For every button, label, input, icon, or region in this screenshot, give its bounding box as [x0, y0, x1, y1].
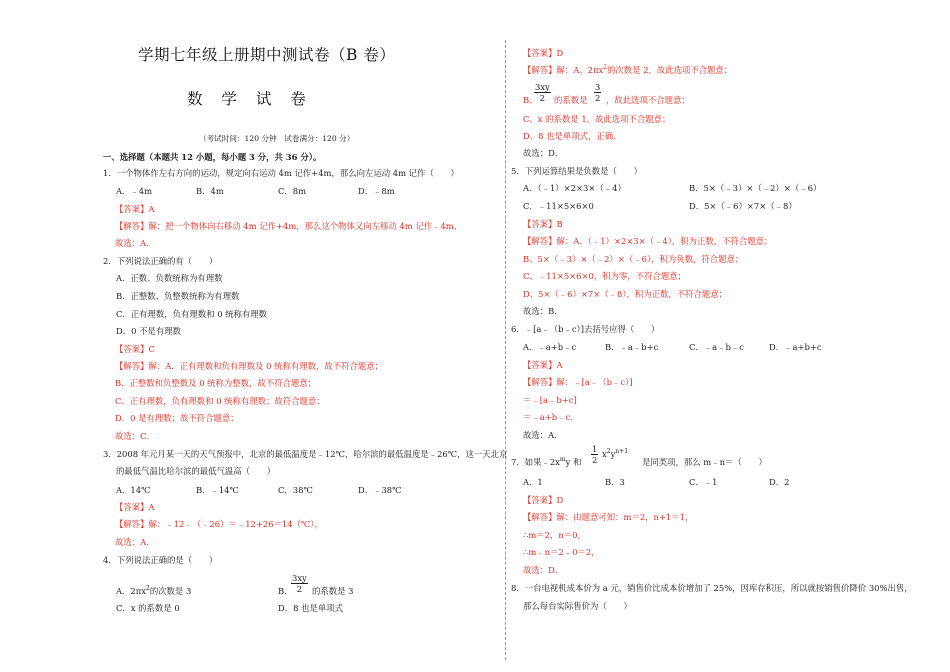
q1-answer: 【答案】A: [115, 204, 155, 214]
q7-conclusion: 故选：D．: [523, 565, 564, 575]
q7-option-b: B．3: [605, 477, 625, 487]
column-divider: [505, 40, 506, 660]
q2-explain-1: 【解答】解：A．正有理数和负有理数及 0 统称有理数，故不符合题意；: [115, 361, 383, 371]
q6-option-b: B．﹣a﹣b+c: [605, 342, 659, 352]
q4-option-b-label: B．: [278, 586, 293, 596]
q5-option-b: B．5×（﹣3）×（﹣2）×（﹣6）: [689, 183, 822, 193]
q5-stem: 5．下列运算结果是负数是（ ）: [511, 166, 642, 176]
q5-explain-1: 【解答】解：A、（﹣1）×2×3×（﹣4），积为正数，不符合题意；: [523, 236, 773, 246]
fraction-denominator: 2: [595, 93, 601, 103]
q2-conclusion: 故选：C．: [115, 431, 155, 441]
q4-explain-b-label: B、: [523, 95, 538, 105]
q5-explain-3: C、﹣11×5×6×0，积为零，不符合题意；: [523, 271, 686, 281]
q7-stem-mid: y 和: [565, 457, 582, 467]
q8-stem-1: 8．一台电视机成本价为 a 元，销售价比成本价增加了 25%，因库存积压，所以就按销售价降价 30%出售，: [511, 583, 913, 593]
q4-option-c: C．x 的系数是 0: [116, 603, 180, 613]
fraction-numerator: 3: [595, 82, 601, 92]
q6-option-a: A．﹣a+b﹣c: [523, 342, 577, 352]
q5-explain-2: B、5×（﹣3）×（﹣2）×（﹣6），积为负数，符合题意；: [523, 254, 744, 264]
q4-option-d: D．8 也是单项式: [278, 603, 343, 613]
q4-conclusion: 故选：D．: [523, 148, 564, 158]
q7-stem-post: 是同类项，那么 m﹣n＝（ ）: [642, 457, 767, 467]
q4-explain-a: [523, 65, 732, 76]
q7-explain-3: ∴m﹣n＝2﹣0＝2，: [523, 547, 600, 557]
q4-explain-b-fraction-2: [594, 82, 601, 103]
q4-explain-b-mid: 的系数是: [554, 95, 588, 105]
q7-explain-2: ∴m＝2，n＝0，: [523, 530, 586, 540]
q7-stem-term: [602, 449, 628, 460]
q5-option-c: C．﹣11×5×6×0: [523, 201, 594, 211]
q6-option-c: C．﹣a﹣b﹣c: [689, 342, 744, 352]
q2-option-b: B．正整数、负整数统称为有理数: [116, 291, 240, 301]
q3-option-b: B．﹣14℃: [196, 485, 239, 495]
q4-option-b-fraction: [291, 573, 308, 594]
q3-stem-2: 的最低气温比哈尔滨的最低气温高（ ）: [116, 466, 276, 476]
q7-x: x: [602, 449, 607, 459]
q4-option-a-post: 的次数是 3: [149, 586, 192, 596]
q4-stem: 4．下列说法正确的是（ ）: [103, 555, 218, 565]
q4-explain-a-exponent: 2: [603, 64, 608, 72]
q7-explain-1: 【解答】解：由题意可知：m＝2，n+1＝1，: [523, 512, 694, 522]
exam-title: 学期七年级上册期中测试卷（B 卷）: [138, 46, 396, 64]
q7-exponent-n1: n+1: [615, 448, 629, 456]
q3-stem-1: 3．2008 年元月某一天的天气预报中，北京的最低温度是﹣12℃，哈尔滨的最低温度是﹣26℃，这一天北京: [103, 449, 508, 459]
q2-option-d: D．0 不是有理数: [116, 326, 181, 336]
q3-option-d: D．﹣38℃: [358, 485, 402, 495]
q7-exponent-2: 2: [606, 448, 611, 456]
q3-option-a: A．14℃: [116, 485, 151, 495]
fraction-denominator: 2: [296, 584, 303, 594]
q2-explain-4: D．0 是有理数；故不符合题意；: [115, 413, 239, 423]
q1-stem: 1．一个物体作左右方向的运动，规定向右运动 4m 记作+4m，那么向左运动 4m 记作（ ）: [103, 168, 459, 178]
q2-option-a: A．正数、负数统称为有理数: [116, 273, 223, 283]
q3-explain: 【解答】解：﹣12﹣（﹣26）＝﹣12+26＝14（℃），: [115, 519, 323, 529]
q1-option-b: B．4m: [196, 186, 224, 196]
q2-stem: 2．下列说法正确的有（ ）: [103, 256, 218, 266]
section-heading: 一、选择题（本题共 12 小题，每小题 3 分，共 36 分）。: [103, 152, 322, 162]
q7-fraction: [591, 444, 598, 465]
q1-conclusion: 故选：A．: [115, 238, 155, 248]
q5-option-d: D．5×（﹣6）×7×（﹣8）: [689, 201, 797, 211]
q7-y: y: [610, 449, 616, 459]
q7-option-d: D．2: [769, 477, 790, 487]
q5-answer: 【答案】B: [523, 219, 563, 229]
q4-option-a-exponent: 2: [145, 585, 150, 593]
q3-option-c: C．38℃: [278, 485, 313, 495]
q7-option-c: C．﹣1: [689, 477, 718, 487]
q6-option-d: D．﹣a+b+c: [769, 342, 822, 352]
q1-option-c: C．8m: [278, 186, 307, 196]
q5-explain-4: D、5×（﹣6）×7×（﹣8），积为正数，不符合题意；: [523, 289, 728, 299]
q6-explain-1: 【解答】解：﹣[a﹣（b﹣c）]: [523, 377, 633, 387]
q1-option-a: A．﹣4m: [116, 186, 153, 196]
q2-answer: 【答案】C: [115, 344, 155, 354]
q2-option-c: C．正有理数，负有理数和 0 统称有理数: [116, 309, 268, 319]
q8-stem-2: 那么每台实际售价为（ ）: [523, 601, 632, 611]
fraction-numerator: 3xy: [535, 82, 550, 92]
q6-answer: 【答案】A: [523, 360, 563, 370]
q6-conclusion: 故选：A．: [523, 430, 563, 440]
q5-option-a: A．（﹣1）×2×3×（﹣4）: [523, 183, 626, 193]
q2-explain-3: C．正有理数，负有理数和 0 统称有理数；故符合题意；: [115, 396, 325, 406]
q6-explain-3: ＝﹣a+b﹣c．: [523, 412, 579, 422]
q3-answer: 【答案】A: [115, 502, 155, 512]
fraction-denominator: 2: [592, 455, 598, 465]
q2-explain-2: B．正整数和负整数及 0 统称为整数，故不符合题意；: [115, 378, 317, 388]
q7-stem-pre: [511, 457, 581, 468]
q1-option-d: D．﹣8m: [358, 186, 395, 196]
q6-explain-2: ＝﹣[a﹣b+c]: [523, 395, 577, 405]
fraction-denominator: 2: [539, 93, 546, 103]
q4-option-a: [116, 586, 191, 597]
q4-explain-b-fraction: [534, 82, 551, 103]
q6-stem: 6．﹣[a﹣（b﹣c）]去括号应得（ ）: [511, 324, 660, 334]
q4-explain-b-post: ，故此选项不合题意；: [606, 95, 690, 105]
q4-explain-c: C、x 的系数是 1，故此选项不合题意；: [523, 114, 671, 124]
q4-answer: 【答案】D: [523, 48, 564, 58]
q4-option-b-post: 的系数是 3: [312, 586, 354, 596]
q7-stem-start: 7．如果﹣2x: [511, 457, 560, 467]
q3-conclusion: 故选：A．: [115, 537, 155, 547]
q4-explain-d: D、8 也是单项式，正确．: [523, 131, 622, 141]
q4-option-a-pre: A．2πx: [116, 586, 146, 596]
exam-info: （考试时间：120 分钟 试卷满分：120 分）: [199, 134, 355, 143]
exam-subtitle: 数 学 试 卷: [187, 90, 313, 108]
q5-conclusion: 故选：B．: [523, 306, 563, 316]
fraction-numerator: 1: [592, 444, 598, 454]
q4-explain-a-pre: 【解答】解：A、2πx: [523, 65, 604, 75]
q4-explain-a-post: 的次数是 2，故此选项不合题意；: [607, 65, 733, 75]
fraction-numerator: 3xy: [292, 573, 307, 583]
q7-exponent-m: m: [559, 456, 566, 464]
q7-answer: 【答案】D: [523, 495, 564, 505]
q7-option-a: A．1: [523, 477, 543, 487]
q1-explain: 【解答】解：把一个物体向右移动 4m 记作+4m，那么这个物体又向左移动 4m 记作﹣4m，: [115, 221, 463, 231]
